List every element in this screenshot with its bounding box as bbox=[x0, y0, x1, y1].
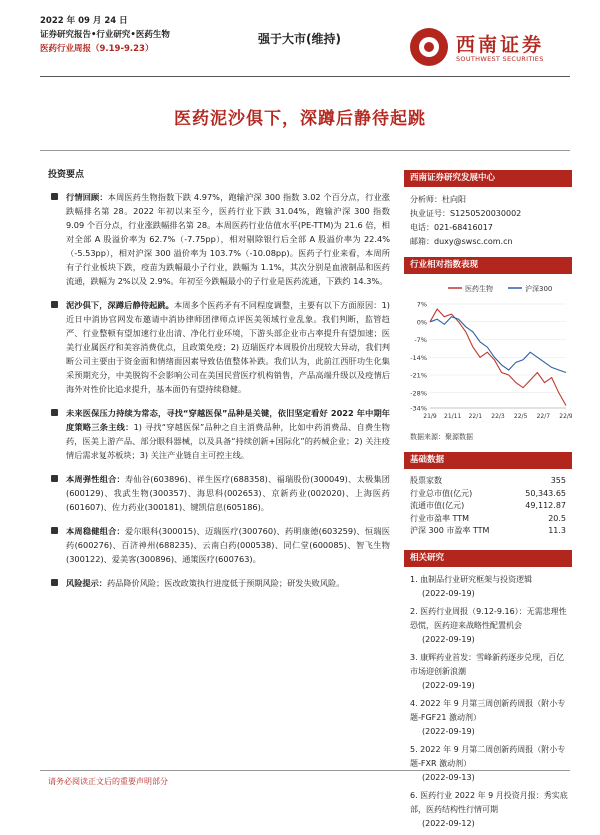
basic-key: 沪深 300 市盈率 TTM bbox=[410, 526, 490, 536]
y-tick-label: 7% bbox=[416, 300, 427, 309]
x-tick-label: 22/7 bbox=[536, 413, 551, 420]
legend-label: 沪深300 bbox=[525, 285, 553, 293]
bullet-body: 本周多个医药矛有不同程度调整，主要有以下方面原因：1) 近日中消协官网发布邀请中消协律师团律师点评医美领域行业乱象。我们判断，监管趋严、行业整顿有望加速行业出清、净化行业环境，下游头部企业市占率提升有望加速；医美行业属医疗和美容消费优点，且政策免疫；2) 迈瑞医疗本周股价出现较大异动，我们判断公司主要由于资金面和情绪面因素导致估值整体补跌。我们认为，此前江西肝功生化集采预期充分，中美脱钩不会影响公司在美国民营医疗机构销售，产品高端升级以及疫情后海外对性价比追求提升，基本面仍有望持续稳健。 bbox=[66, 300, 390, 394]
bullet-lead: 本周稳健组合： bbox=[66, 526, 125, 536]
basic-row bbox=[404, 475, 572, 488]
basic-data-table bbox=[404, 475, 572, 538]
basic-value: 49,112.87 bbox=[525, 501, 566, 511]
logo-icon bbox=[410, 28, 448, 66]
bullet-risk bbox=[48, 576, 390, 590]
y-tick-label: -14% bbox=[410, 353, 427, 362]
bullet-lead: 未来医保压力持续为常态，寻找“穿越医保”品种是关键，依旧坚定看好 2022 年中期年度策略三条主线： bbox=[66, 408, 390, 432]
relative-index-chart bbox=[404, 280, 572, 430]
basic-value: 355 bbox=[550, 476, 566, 485]
bullet-stable-portfolio bbox=[48, 524, 390, 566]
research-dept-bar: 西南证券研究发展中心 bbox=[404, 170, 572, 187]
chart-heading-bar: 行业相对指数表现 bbox=[404, 257, 572, 274]
report-date: 2022 年 09 月 24 日 bbox=[40, 16, 128, 26]
investment-points bbox=[48, 168, 390, 600]
analyst-phone: 电话：021-68416017 bbox=[410, 223, 493, 232]
bullet-lead: 风险提示： bbox=[66, 578, 107, 588]
bullet-body: 寿仙谷(603896)、祥生医疗(688358)、福瑞股份(300049)、太极集团(600129)、我武生物(300357)、海思科(002653)、京新药业(002020)、上海医药(601607)、佐力药业(300181)、键凯信息(605186)。 bbox=[66, 474, 390, 512]
related-item[interactable] bbox=[410, 605, 572, 647]
sidebar bbox=[404, 170, 572, 835]
legend-label: 医药生物 bbox=[465, 285, 493, 293]
related-date: (2022-09-19) bbox=[422, 726, 475, 736]
analyst-info bbox=[404, 193, 572, 249]
basic-row bbox=[404, 525, 572, 538]
related-date: (2022-09-19) bbox=[422, 680, 475, 690]
bullet-body: 药品降价风险；医改政策执行进度低于预期风险；研发失败风险。 bbox=[106, 578, 345, 588]
related-date: (2022-09-13) bbox=[422, 772, 475, 782]
related-date: (2022-09-19) bbox=[422, 588, 475, 598]
basic-value: 20.5 bbox=[548, 513, 566, 523]
basic-row bbox=[404, 513, 572, 526]
related-date: (2022-09-12) bbox=[422, 818, 475, 828]
related-title[interactable]: 4. 2022 年 9 月第三周创新药周报（附小专题-FGF21 激动剂） bbox=[410, 698, 566, 722]
company-logo bbox=[410, 28, 570, 68]
section-heading: 投资要点 bbox=[48, 170, 85, 180]
bullet-strategy bbox=[48, 406, 390, 462]
x-tick-label: 22/3 bbox=[491, 413, 505, 420]
y-tick-label: -34% bbox=[410, 404, 427, 413]
basic-value: 11.3 bbox=[548, 526, 566, 536]
basic-data-bar: 基础数据 bbox=[404, 452, 572, 469]
related-title[interactable]: 1. 血制品行业研究框架与投资逻辑 bbox=[410, 574, 533, 584]
basic-key: 行业市盈率 TTM bbox=[410, 513, 470, 523]
analyst-name: 分析师：杜向阳 bbox=[410, 195, 466, 204]
related-item[interactable] bbox=[410, 697, 572, 739]
footer-divider bbox=[40, 770, 570, 771]
series-line bbox=[430, 317, 566, 373]
related-research-bar: 相关研究 bbox=[404, 550, 572, 567]
y-tick-label: -7% bbox=[414, 336, 427, 345]
bullet-lead: 泥沙俱下，深蹲后静待起跳。 bbox=[66, 300, 174, 310]
x-tick-label: 22/1 bbox=[468, 413, 483, 420]
analyst-license: 执业证号：S1250520030002 bbox=[410, 209, 522, 218]
related-item[interactable] bbox=[410, 651, 572, 693]
y-tick-label: 0% bbox=[416, 318, 427, 327]
related-item[interactable] bbox=[410, 743, 572, 785]
related-item[interactable] bbox=[410, 789, 572, 831]
header-divider bbox=[40, 76, 570, 77]
related-title[interactable]: 2. 医药行业周报（9.12-9.16）：无需悲理性恐慌，医药迎来战略性配置机会 bbox=[410, 606, 567, 630]
basic-key: 行业总市值(亿元) bbox=[410, 488, 473, 498]
related-research-list bbox=[404, 573, 572, 831]
x-tick-label: 21/9 bbox=[423, 413, 437, 420]
logo-cn: 西南证券 bbox=[456, 34, 545, 56]
report-type: 证券研究报告•行业研究•医药生物 bbox=[40, 30, 170, 40]
title-divider bbox=[40, 150, 570, 151]
basic-value: 50,343.65 bbox=[525, 488, 566, 498]
bullet-body: 1) 寻找“穿越医保”品种之自主消费品种，比如中药消费品、自费生物药，医美上游产品、部分眼科器械，以及具备“持续创新+国际化”的药械企业；2) 关注疫情后需求复苏板块；3) 关注产业链自主可控主线。 bbox=[66, 422, 390, 460]
basic-key: 流通市值(亿元) bbox=[410, 501, 465, 511]
y-tick-label: -28% bbox=[410, 389, 427, 398]
related-date: (2022-09-19) bbox=[422, 634, 475, 644]
analyst-email[interactable]: 邮箱：duxy@swsc.com.cn bbox=[410, 237, 513, 246]
x-tick-label: 22/5 bbox=[513, 413, 528, 420]
bullet-market-review bbox=[48, 190, 390, 288]
chart-svg bbox=[404, 280, 572, 430]
bullet-body: 本周医药生物指数下跌 4.97%，跑输沪深 300 指数 3.02 个百分点，行业涨跌幅排名第 28。2022 年初以来至今，医药行业下跌 31.04%，跑输沪深 300 指数 9.09 个百分点，行业涨跌幅排名第 28。本周医药行业估值水平(PE-TTM)为 21.6 倍，相对全部 A 股溢价率为 62.7%（-7.75pp），相对剔除银行后全部 A 股溢价率为 22.4%（-5.53pp），相对沪深 300 溢价率为 103.7%（-10.08pp)。医药子行业来看，本周所有子行业板块下跌，疫苗为跌幅最小子行业，跌幅为 1.1%，其次分别是血液制品和医药流通，跌幅为 2%以及 2.9%。年初至今跌幅最小的子行业是医药流通，下跌约 14.3%。 bbox=[66, 192, 390, 286]
related-item[interactable] bbox=[410, 573, 572, 601]
basic-row bbox=[404, 488, 572, 501]
related-title[interactable]: 5. 2022 年 9 月第二周创新药周报（附小专题-FXR 激动剂） bbox=[410, 744, 566, 768]
x-tick-label: 22/9 bbox=[559, 413, 572, 420]
logo-en: SOUTHWEST SECURITIES bbox=[456, 55, 544, 63]
rating: 强于大市(维持) bbox=[258, 32, 341, 46]
basic-key: 股票家数 bbox=[410, 476, 442, 485]
weekly-label: 医药行业周报（9.19-9.23） bbox=[40, 44, 154, 54]
bullet-analysis bbox=[48, 298, 390, 396]
report-title: 医药泥沙俱下，深蹲后静待起跳 bbox=[174, 109, 426, 129]
report-header bbox=[40, 14, 170, 56]
bullet-lead: 本周弹性组合： bbox=[66, 474, 125, 484]
disclaimer: 请务必阅读正文后的重要声明部分 bbox=[48, 777, 168, 786]
related-title[interactable]: 3. 康辉药业首发：雪峰新药逐步兑现，百亿市场迎创新浪潮 bbox=[410, 652, 565, 676]
x-tick-label: 21/11 bbox=[444, 413, 462, 420]
bullet-elastic-portfolio bbox=[48, 472, 390, 514]
y-tick-label: -21% bbox=[410, 371, 427, 380]
bullet-body: 爱尔眼科(300015)、迈瑞医疗(300760)、药明康德(603259)、恒瑞医药(600276)、百济神州(688235)、云南白药(000538)、同仁堂(600085)、智飞生物(300122)、爱美客(300896)、通策医疗(600763)。 bbox=[66, 526, 390, 564]
bullet-lead: 行情回顾： bbox=[66, 192, 108, 202]
basic-row bbox=[404, 500, 572, 513]
related-title[interactable]: 6. 医药行业 2022 年 9 月投资月报：秀实底部，医药结构性行情可期 bbox=[410, 790, 568, 814]
chart-source: 数据来源：聚源数据 bbox=[410, 433, 473, 441]
